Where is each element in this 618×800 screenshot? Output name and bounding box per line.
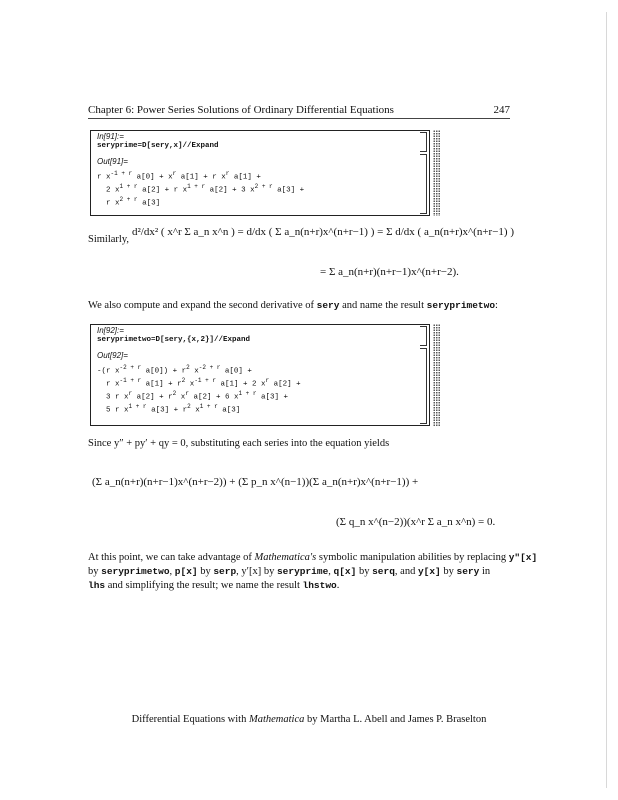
- output-bracket[interactable]: [420, 348, 427, 424]
- input-code[interactable]: seryprime=D[sery,x]//Expand: [97, 142, 219, 150]
- substituted-equation-2: (Σ q_n x^(n−2))(x^r Σ a_n x^n) = 0.: [336, 516, 496, 528]
- output-line-2: 2 $x^{1 + r}$ a[2] + r $x^{1 + r}$ a[2] + 3 $x^{2 + r}$ a[3] +: [106, 183, 305, 195]
- page-number: 247: [493, 104, 510, 116]
- page-edge: [606, 12, 607, 788]
- running-header: [88, 104, 510, 116]
- notebook-cell-91[interactable]: [90, 130, 508, 216]
- input-bracket[interactable]: [420, 326, 427, 346]
- output-line-4: 5 r $x^{1 + r}$ $a[3] + r^2$ $x^{1 + r}$ a[3]: [106, 403, 241, 415]
- output-line-3: 3 r $x^r$ $a[2] + r^2$ $x^r$ a[2] + 6 $x^{1 + r}$ a[3] +: [106, 390, 288, 402]
- similarly-equation: d²/dx² ( x^r Σ a_n x^n ) = d/dx ( Σ a_n(n+r)x^(n+r−1) ) = Σ d/dx ( a_n(n+r)x^(n+r−1) ): [132, 226, 514, 238]
- paragraph-second-derivative: We also compute and expand the second derivative of sery and name the result seryprimetwo:: [88, 300, 498, 311]
- substituted-equation-1: (Σ a_n(n+r)(n+r−1)x^(n+r−2)) + (Σ p_n x^(n−1))(Σ a_n(n+r)x^(n+r−1)) +: [92, 476, 419, 488]
- similarly-equation-2: = Σ a_n(n+r)(n+r−1)x^(n+r−2).: [320, 266, 459, 278]
- chapter-title: Chapter 6: Power Series Solutions of Ordinary Differential Equations: [88, 104, 394, 116]
- out-label: Out[92]=: [97, 351, 128, 360]
- cell-scroll-strip: [433, 130, 441, 216]
- output-bracket[interactable]: [420, 154, 427, 214]
- input-bracket[interactable]: [420, 132, 427, 152]
- in-label: In[91]:=: [97, 132, 124, 141]
- since-sentence: Since y″ + py′ + qy = 0, substituting each series into the equation yields: [88, 438, 390, 449]
- similarly-label: Similarly,: [88, 234, 130, 245]
- output-line-1: -(r $x^{-2 + r}$ $a[0]) + r^2$ $x^{-2 + r}$ a[0] +: [97, 364, 252, 376]
- header-rule: [88, 118, 510, 119]
- output-line-1: r $x^{-1 + r}$ $a[0] + x^r$ a[1] + r $x^r$ a[1] +: [97, 170, 261, 182]
- output-line-2: r $x^{-1 + r}$ $a[1] + r^2$ $x^{-1 + r}$ a[1] + 2 $x^r$ a[2] +: [106, 377, 301, 389]
- notebook-cell-92[interactable]: [90, 324, 508, 426]
- out-label: Out[91]=: [97, 157, 128, 166]
- paragraph-2-line-1: At this point, we can take advantage of Mathematica's symbolic manipulation abilities by replacing y″[x]: [88, 552, 538, 563]
- output-line-3: r $x^{2 + r}$ a[3]: [106, 196, 161, 208]
- input-code[interactable]: seryprimetwo=D[sery,{x,2}]//Expand: [97, 336, 251, 344]
- paragraph-2-line-3: lhs and simplifying the result; we name the result lhstwo.: [88, 580, 340, 591]
- paragraph-2-line-2: by seryprimetwo, p[x] by serp, y′[x] by seryprime, q[x] by serq, and y[x] by sery in: [88, 566, 491, 577]
- in-label: In[92]:=: [97, 326, 124, 335]
- page-footer: Differential Equations with Mathematica by Martha L. Abell and James P. Braselton: [131, 714, 487, 725]
- cell-scroll-strip: [433, 324, 441, 426]
